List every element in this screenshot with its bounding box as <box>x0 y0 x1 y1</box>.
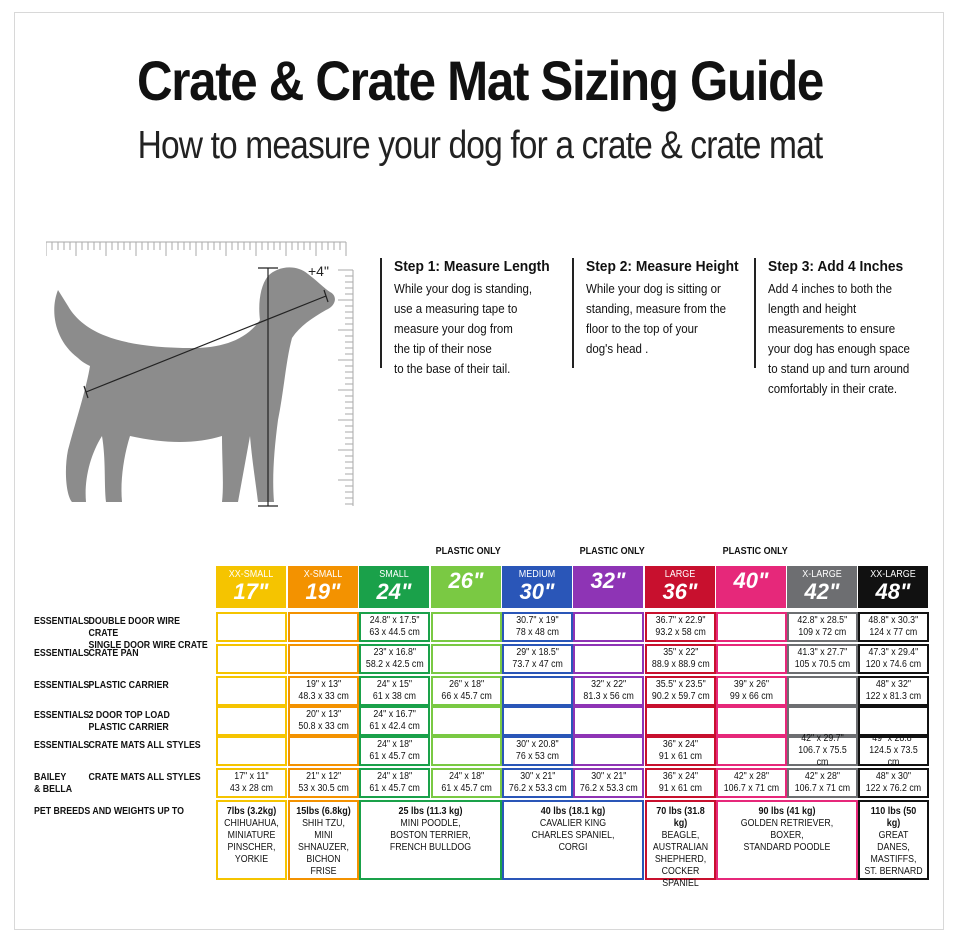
table-cell <box>359 736 430 766</box>
table-cell <box>645 676 716 706</box>
size-label: XX-LARGE <box>870 569 916 580</box>
cell-value: 47.3" x 29.4" 120 x 74.6 cm <box>865 647 922 670</box>
table-cell <box>858 768 929 798</box>
table-cell <box>288 736 359 766</box>
row-item: DOUBLE DOOR WIRE CRATE SINGLE DOOR WIRE CRATE <box>88 616 208 651</box>
cell-value: 30.7" x 19" 78 x 48 cm <box>515 615 560 638</box>
cell-value: 19" x 13" 48.3 x 33 cm <box>298 679 349 702</box>
size-header-6 <box>645 566 716 608</box>
breed-cell <box>716 800 858 880</box>
cell-value: 24" x 18" 61 x 45.7 cm <box>369 771 420 794</box>
table-cell <box>431 768 502 798</box>
cell-value: 21" x 12" 53 x 30.5 cm <box>298 771 349 794</box>
table-cell <box>216 768 287 798</box>
breed-names: CAVALIER KING CHARLES SPANIEL, CORGI <box>531 818 615 853</box>
table-cell <box>288 676 359 706</box>
row-item: CRATE MATS ALL STYLES <box>88 740 201 751</box>
size-header-3 <box>431 566 502 608</box>
table-cell <box>502 736 573 766</box>
cell-value: 30" x 21" 76.2 x 53.3 cm <box>508 771 567 794</box>
table-cell <box>288 612 359 642</box>
table-cell <box>573 768 644 798</box>
table-cell <box>216 676 287 706</box>
size-value: 30" <box>519 579 555 604</box>
cell-value: 29" x 18.5" 73.7 x 47 cm <box>512 647 563 670</box>
table-cell <box>858 612 929 642</box>
table-cell <box>216 644 287 674</box>
row-category: ESSENTIALS <box>34 680 90 691</box>
table-cell <box>216 706 287 736</box>
table-cell <box>502 676 573 706</box>
table-cell <box>216 736 287 766</box>
cell-value: 32" x 22" 81.3 x 56 cm <box>583 679 634 702</box>
table-cell <box>645 644 716 674</box>
cell-value: 24" x 18" 61 x 45.7 cm <box>369 739 420 762</box>
breed-weight: 7lbs (3.2kg) <box>226 806 277 817</box>
table-cell <box>359 644 430 674</box>
breed-weight: 40 lbs (18.1 kg) <box>540 806 606 817</box>
step-3-text: Add 4 inches to both the length and height measurements to ensure your dog has enough space to stand up and turn around comfortably in their crate. <box>768 282 910 396</box>
breed-cell <box>858 800 929 880</box>
breed-names: CHIHUAHUA, MINIATURE PINSCHER, YORKIE <box>224 818 279 865</box>
table-cell <box>716 644 787 674</box>
cell-value: 48" x 32" 122 x 81.3 cm <box>865 679 922 702</box>
table-cell <box>787 768 858 798</box>
size-label: XX-SMALL <box>228 569 274 580</box>
row-category: ESSENTIALS <box>34 616 90 627</box>
step-3-title: Step 3: Add 4 Inches <box>768 258 904 275</box>
size-value: 19" <box>305 579 341 604</box>
breed-cell <box>288 800 359 880</box>
row-category: ESSENTIALS <box>34 648 90 659</box>
size-value: 48" <box>875 579 911 604</box>
measure-steps <box>380 258 940 418</box>
table-cell <box>645 768 716 798</box>
table-cell <box>431 736 502 766</box>
table-cell <box>359 676 430 706</box>
row-item: PLASTIC CARRIER <box>88 680 169 691</box>
breed-weight: 25 lbs (11.3 kg) <box>398 806 463 817</box>
size-value: 36" <box>662 579 698 604</box>
table-cell <box>645 736 716 766</box>
table-cell <box>502 768 573 798</box>
breed-names: GREAT DANES, MASTIFFS, ST. BERNARD <box>864 830 923 877</box>
cell-value: 24" x 15" 61 x 38 cm <box>372 679 417 702</box>
table-cell <box>787 676 858 706</box>
breed-cell <box>359 800 502 880</box>
size-value: 32" <box>590 568 626 593</box>
size-header-2 <box>359 566 430 608</box>
size-header-0 <box>216 566 287 608</box>
cell-value: 30" x 20.8" 76 x 53 cm <box>515 739 560 762</box>
table-cell <box>716 736 787 766</box>
cell-value: 30" x 21" 76.2 x 53.3 cm <box>579 771 638 794</box>
step-2-text: While your dog is sitting or standing, measure from the floor to the top of your dog's head . <box>586 282 726 356</box>
table-cell <box>645 612 716 642</box>
table-cell <box>716 706 787 736</box>
table-cell <box>359 612 430 642</box>
size-header-4 <box>502 566 573 608</box>
table-cell <box>573 644 644 674</box>
table-cell <box>573 706 644 736</box>
table-cell <box>716 612 787 642</box>
cell-value: 48" x 30" 122 x 76.2 cm <box>865 771 922 794</box>
size-value: 24" <box>376 579 412 604</box>
breed-weight: 110 lbs (50 kg) <box>870 806 917 829</box>
dog-silhouette-illustration <box>46 240 366 512</box>
row-item: 2 DOOR TOP LOAD PLASTIC CARRIER <box>88 710 170 733</box>
breed-weight: 70 lbs (31.8 kg) <box>656 806 705 829</box>
breed-names: MINI POODLE, BOSTON TERRIER, FRENCH BULLDOG <box>389 818 472 853</box>
size-label: X-LARGE <box>802 569 842 580</box>
row-category: ESSENTIALS <box>34 740 90 751</box>
cell-value: 17" x 11" 43 x 28 cm <box>229 771 274 794</box>
breeds-label: PET BREEDS AND WEIGHTS UP TO <box>34 806 184 817</box>
step-1 <box>380 258 564 376</box>
cell-value: 23" x 16.8" 58.2 x 42.5 cm <box>365 647 424 670</box>
cell-value: 42" x 28" 106.7 x 71 cm <box>794 771 851 794</box>
size-header-5 <box>573 566 644 608</box>
table-cell <box>288 768 359 798</box>
size-label: SMALL <box>379 569 409 580</box>
table-cell <box>573 736 644 766</box>
plastic-only-note-40: PLASTIC ONLY <box>722 546 788 557</box>
breed-weight: 90 lbs (41 kg) <box>758 806 816 817</box>
table-cell <box>502 644 573 674</box>
step-2 <box>572 258 754 368</box>
page-title: Crate & Crate Mat Sizing Guide <box>136 49 824 112</box>
size-header-1 <box>288 566 359 608</box>
size-label: LARGE <box>664 569 696 580</box>
table-cell <box>716 676 787 706</box>
size-label: MEDIUM <box>518 569 556 580</box>
plastic-only-note-26: PLASTIC ONLY <box>435 546 501 557</box>
table-cell <box>502 706 573 736</box>
cell-value: 36.7" x 22.9" 93.2 x 58 cm <box>655 615 706 638</box>
table-cell <box>787 644 858 674</box>
table-cell <box>645 706 716 736</box>
size-header-9 <box>858 566 929 608</box>
table-cell <box>359 706 430 736</box>
table-cell <box>288 706 359 736</box>
row-category: ESSENTIALS <box>34 710 90 721</box>
cell-value: 42" x 29.7" 106.7 x 75.5 cm <box>798 733 847 768</box>
cell-value: 24" x 18" 61 x 45.7 cm <box>441 771 492 794</box>
table-cell <box>716 768 787 798</box>
breed-names: BEAGLE, AUSTRALIAN SHEPHERD, COCKER SPANIEL <box>652 830 709 889</box>
plus-four-label: +4" <box>308 263 329 279</box>
cell-value: 41.3" x 27.7" 105 x 70.5 cm <box>794 647 851 670</box>
cell-value: 42" x 28" 106.7 x 71 cm <box>723 771 780 794</box>
size-value: 17" <box>233 579 269 604</box>
breed-cell <box>502 800 644 880</box>
breed-names: GOLDEN RETRIEVER, BOXER, STANDARD POODLE <box>740 818 834 853</box>
step-1-title: Step 1: Measure Length <box>394 258 550 275</box>
cell-value: 20" x 13" 50.8 x 33 cm <box>298 709 349 732</box>
cell-value: 35" x 22" 88.9 x 88.9 cm <box>651 647 710 670</box>
row-item: CRATE MATS ALL STYLES <box>88 772 201 783</box>
plastic-only-note-32: PLASTIC ONLY <box>579 546 645 557</box>
table-cell <box>431 612 502 642</box>
step-1-text: While your dog is standing, use a measuring tape to measure your dog from the tip of their nose to the base of their tail. <box>394 282 533 376</box>
cell-value: 48.8" x 30.3" 124 x 77 cm <box>868 615 919 638</box>
row-item: CRATE PAN <box>88 648 139 659</box>
table-cell <box>787 612 858 642</box>
table-cell <box>288 644 359 674</box>
table-cell <box>216 612 287 642</box>
table-cell <box>431 644 502 674</box>
cell-value: 39" x 26" 99 x 66 cm <box>729 679 774 702</box>
page-subtitle: How to measure your dog for a crate & crate mat <box>137 124 823 167</box>
cell-value: 24" x 16.7" 61 x 42.4 cm <box>369 709 420 732</box>
breed-weight: 15lbs (6.8kg) <box>296 806 351 817</box>
cell-value: 26" x 18" 66 x 45.7 cm <box>441 679 492 702</box>
table-cell <box>787 706 858 736</box>
cell-value: 35.5" x 23.5" 90.2 x 59.7 cm <box>651 679 710 702</box>
table-cell <box>787 733 858 768</box>
cell-value: 36" x 24" 91 x 61 cm <box>658 739 703 762</box>
table-cell <box>573 612 644 642</box>
size-header-8 <box>787 566 858 608</box>
size-value: 42" <box>804 579 840 604</box>
table-cell <box>431 706 502 736</box>
table-cell <box>858 676 929 706</box>
table-cell <box>573 676 644 706</box>
size-value: 26" <box>448 568 484 593</box>
step-3 <box>754 258 938 396</box>
table-cell <box>858 706 929 736</box>
cell-value: 24.8" x 17.5" 63 x 44.5 cm <box>369 615 420 638</box>
table-cell <box>858 644 929 674</box>
cell-value: 49" x 28.8" 124.5 x 73.5 cm <box>869 733 918 768</box>
size-value: 40" <box>733 568 769 593</box>
table-cell <box>431 676 502 706</box>
breed-cell <box>216 800 287 880</box>
table-cell <box>858 733 929 768</box>
size-header-7 <box>716 566 787 608</box>
dog-measure-diagram <box>46 240 366 512</box>
table-cell <box>502 612 573 642</box>
cell-value: 42.8" x 28.5" 109 x 72 cm <box>797 615 848 638</box>
row-category: BAILEY & BELLA <box>34 772 73 795</box>
breed-cell <box>645 800 716 889</box>
size-label: X-SMALL <box>303 569 343 580</box>
step-2-title: Step 2: Measure Height <box>586 258 739 275</box>
breed-names: SHIH TZU, MINI SHNAUZER, BICHON FRISE <box>298 818 349 877</box>
cell-value: 36" x 24" 91 x 61 cm <box>658 771 703 794</box>
table-cell <box>359 768 430 798</box>
